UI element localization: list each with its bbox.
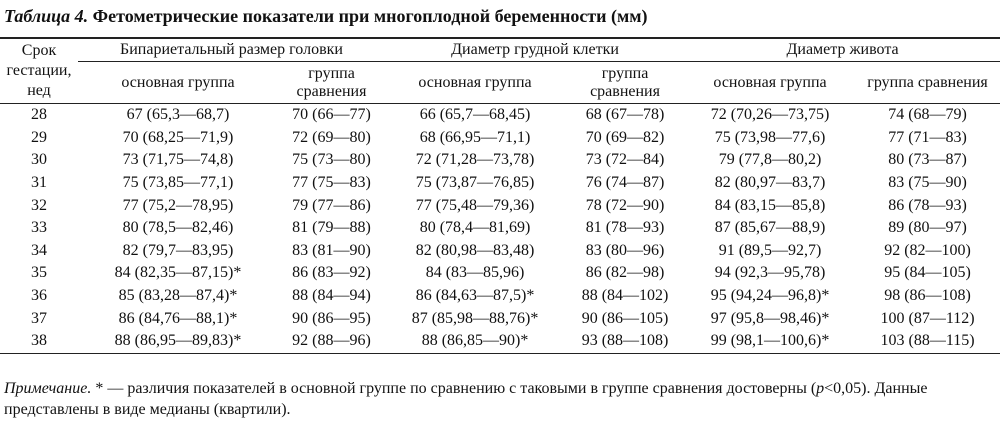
table-row xyxy=(0,172,1000,195)
row-week-cell: 33 xyxy=(31,219,47,237)
abdomen-comparison-cell: 103 (88—115) xyxy=(855,330,1000,353)
bpd-main-cell: 77 (75,2—78,95) xyxy=(122,196,234,214)
row-week-cell: 29 xyxy=(31,128,47,146)
abdomen-comparison-cell: 83 (75—90) xyxy=(888,174,967,192)
abdomen-main-cell: 84 (83,15—85,8) xyxy=(714,196,826,214)
table-row xyxy=(0,240,1000,263)
abdomen-main-cell: 94 (92,3—95,78) xyxy=(714,264,826,282)
chest-main-cell: 80 (78,4—81,69) xyxy=(419,219,531,237)
subheader-comparison-group: группа сравнения xyxy=(867,73,988,91)
bpd-main-cell: 86 (84,76—88,1)* xyxy=(118,309,238,327)
bpd-main-cell: 88 (86,95—89,83)* xyxy=(78,330,278,353)
chest-main-cell: 72 (71,28—73,78) xyxy=(415,151,535,169)
chest-comparison-cell: 88 (84—102) xyxy=(581,287,669,305)
abdomen-comparison-cell: 92 (82—100) xyxy=(884,241,971,259)
table-row xyxy=(0,127,1000,150)
subheader-main-group: основная группа xyxy=(713,73,827,91)
group-header-chest: Диаметр грудной клетки xyxy=(385,38,685,62)
chest-comparison-cell: 73 (72—84) xyxy=(585,151,665,169)
abdomen-main-cell: 99 (98,1—100,6)* xyxy=(685,330,855,353)
table-title xyxy=(4,6,648,27)
group-header-abdomen: Диаметр живота xyxy=(685,38,1000,62)
table-row xyxy=(0,285,1000,308)
chest-main-cell: 82 (80,98—83,48) xyxy=(415,241,535,259)
abdomen-comparison-cell: 86 (78—93) xyxy=(888,196,967,214)
abdomen-comparison-cell: 89 (80—97) xyxy=(888,219,967,237)
row-week-cell: 37 xyxy=(31,309,47,327)
term-header-line3: нед xyxy=(27,82,51,99)
term-header-line2: гестации, xyxy=(6,62,72,79)
abdomen-comparison-cell: 98 (86—108) xyxy=(884,287,971,305)
bpd-main-cell: 80 (78,5—82,46) xyxy=(122,219,234,237)
bpd-main-cell: 67 (65,3—68,7) xyxy=(126,106,230,124)
chest-comparison-cell: 81 (78—93) xyxy=(585,219,665,237)
bpd-comparison-cell: 86 (83—92) xyxy=(292,264,371,282)
bpd-comparison-cell: 81 (79—88) xyxy=(292,219,371,237)
chest-comparison-cell: 93 (88—108) xyxy=(565,330,685,353)
abdomen-main-cell: 87 (85,67—88,9) xyxy=(714,219,826,237)
table-row xyxy=(0,217,1000,240)
bpd-comparison-cell: 83 (81—90) xyxy=(292,241,371,259)
subheader-main-group: основная группа xyxy=(418,73,532,91)
chest-comparison-cell: 90 (86—105) xyxy=(581,309,669,327)
table-caption: Фетометрические показатели при многоплодной беременности (мм) xyxy=(92,6,648,26)
table-row xyxy=(0,104,1000,127)
note-label: Примечание. xyxy=(4,380,92,397)
chest-main-cell: 86 (84,63—87,5)* xyxy=(415,287,535,305)
note-p-symbol: p xyxy=(816,380,825,397)
abdomen-comparison-cell: 80 (73—87) xyxy=(888,151,967,169)
chest-comparison-cell: 86 (82—98) xyxy=(585,264,665,282)
term-header-line1: Срок xyxy=(21,42,57,59)
abdomen-main-cell: 72 (70,26—73,75) xyxy=(710,106,830,124)
note-text-1: * — различия показателей в основной группе по сравнению с таковыми в группе сравнения достоверны ( xyxy=(91,380,817,397)
row-week-cell: 30 xyxy=(31,151,47,169)
table-number: Таблица 4. xyxy=(4,6,89,26)
fetometry-table xyxy=(0,37,1000,354)
table-row xyxy=(0,307,1000,330)
subheader-comparison-group: группа сравнения xyxy=(590,64,660,100)
chest-comparison-cell: 68 (67—78) xyxy=(585,106,665,124)
abdomen-comparison-cell: 95 (84—105) xyxy=(884,264,971,282)
group-header-bpd: Бипариетальный размер головки xyxy=(78,38,385,62)
abdomen-main-cell: 75 (73,98—77,6) xyxy=(714,128,826,146)
chest-comparison-cell: 78 (72—90) xyxy=(585,196,665,214)
bpd-main-cell: 70 (68,25—71,9) xyxy=(122,128,234,146)
chest-comparison-cell: 76 (74—87) xyxy=(585,174,665,192)
bpd-main-cell: 73 (71,75—74,8) xyxy=(122,151,234,169)
chest-comparison-cell: 83 (80—96) xyxy=(585,241,665,259)
bpd-comparison-cell: 72 (69—80) xyxy=(292,128,371,146)
abdomen-comparison-cell: 74 (68—79) xyxy=(888,106,967,124)
abdomen-comparison-cell: 100 (87—112) xyxy=(880,309,975,327)
row-week-cell: 36 xyxy=(31,287,47,305)
bpd-main-cell: 85 (83,28—87,4)* xyxy=(118,287,238,305)
table-row xyxy=(0,262,1000,285)
bpd-main-cell: 75 (73,85—77,1) xyxy=(122,174,234,192)
table-body xyxy=(0,104,1000,354)
subheader-main-group: основная группа xyxy=(121,73,235,91)
chest-main-cell: 66 (65,7—68,45) xyxy=(419,106,531,124)
table-row xyxy=(0,149,1000,172)
abdomen-main-cell: 79 (77,8—80,2) xyxy=(718,151,822,169)
chest-main-cell: 84 (83—85,96) xyxy=(425,264,525,282)
chest-main-cell: 88 (86,85—90)* xyxy=(385,330,565,353)
subheader-comparison-group: группа сравнения xyxy=(296,64,367,100)
bpd-main-cell: 84 (82,35—87,15)* xyxy=(114,264,242,282)
chest-comparison-cell: 70 (69—82) xyxy=(585,128,665,146)
chest-main-cell: 87 (85,98—88,76)* xyxy=(411,309,539,327)
row-week-cell: 34 xyxy=(31,241,47,259)
table-row xyxy=(0,330,1000,353)
abdomen-main-cell: 95 (94,24—96,8)* xyxy=(710,287,830,305)
row-week-cell: 35 xyxy=(31,264,47,282)
bpd-main-cell: 82 (79,7—83,95) xyxy=(122,241,234,259)
table-row xyxy=(0,194,1000,217)
note-text-2: <0,05). Данные представлены в виде медианы (квартили). xyxy=(4,380,928,418)
row-week-cell: 32 xyxy=(31,196,47,214)
bpd-comparison-cell: 92 (88—96) xyxy=(278,330,385,353)
bpd-comparison-cell: 88 (84—94) xyxy=(292,287,371,305)
bpd-comparison-cell: 77 (75—83) xyxy=(292,174,371,192)
bpd-comparison-cell: 70 (66—77) xyxy=(292,106,371,124)
chest-main-cell: 75 (73,87—76,85) xyxy=(415,174,535,192)
abdomen-main-cell: 97 (95,8—98,46)* xyxy=(710,309,830,327)
chest-main-cell: 77 (75,48—79,36) xyxy=(415,196,535,214)
abdomen-main-cell: 82 (80,97—83,7) xyxy=(714,174,826,192)
bpd-comparison-cell: 79 (77—86) xyxy=(292,196,371,214)
chest-main-cell: 68 (66,95—71,1) xyxy=(419,128,531,146)
abdomen-main-cell: 91 (89,5—92,7) xyxy=(718,241,822,259)
abdomen-comparison-cell: 77 (71—83) xyxy=(888,128,967,146)
bpd-comparison-cell: 75 (73—80) xyxy=(292,151,371,169)
row-week-cell: 31 xyxy=(31,174,47,192)
bpd-comparison-cell: 90 (86—95) xyxy=(292,309,371,327)
term-header xyxy=(0,38,78,104)
table-note xyxy=(4,378,998,420)
row-week-cell: 28 xyxy=(31,106,47,124)
row-week-cell: 38 xyxy=(0,330,78,353)
